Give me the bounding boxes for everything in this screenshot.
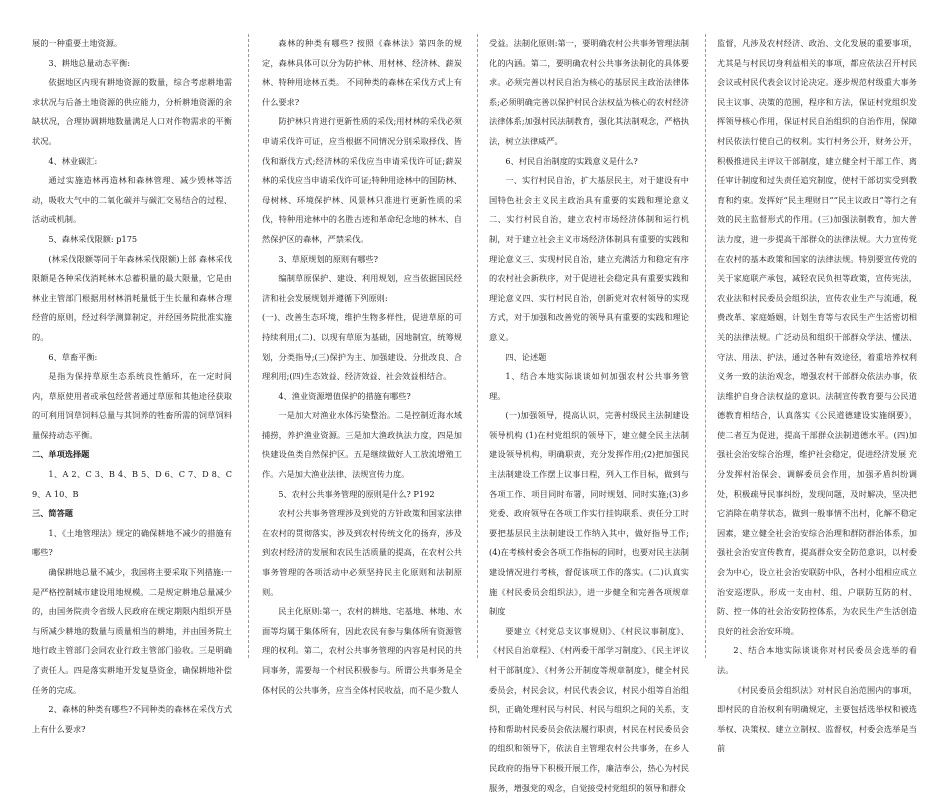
paragraph: 监督，凡涉及农村经济、政治、文化发展的重要事项，尤其是与村民切身利益相关的事项，都应依法召开村民会议或村民代表会议讨论决定。逐步规范村级重大事务民主议事、决策的范围，程序和方法，保证村党组织发挥领导核心作用，保证村民自治组织的自治作用，保障村民依法行使自己的权利。实行村务公开，财务公开，积极推进民主评议干部制度，建立健全村干部工作、离任审计制度和过失责任追究制度，使村干部切实受到教育和约束。发挥好“民主理财日”“民主议政日”等行之有效的民主监督形式的作用。(三)加强法制教育，加大普法力度，进一步提高干部群众的法律法规。大力宣传党在农村的基本政策和国家的法律法规。特别要宣传党的关于家庭联产承包，减轻农民负担等政策，宣传宪法，农业法和村民委员会组织法，宣传农业生产与流通，税费改革、家庭婚姻，计划生育等与农民生产生活密切相关的法律法规。广泛动员和组织干部群众学法、懂法、守法、用法、护法，通过各种有效途径，着重培养权利义务一致的法治观念，增强农村干部群众依法办事，依法维护自身合法权益的意识。法制宣传教育要与公民道德教育相结合，认真落实《公民道德建设实施纲要》，使二者互为促进，提高干部群众法制道德水平。(四)加强社会治安综合治理，维护社会稳定，促进经济发展 充分发挥村治保会、调解委员会作用，加强矛盾纠纷调处，积极疏导民事纠纷，发现问题，及时解决，坚决把它消除在萌芽状态，做到一般事情不出村，化解不稳定因素，建立健全社会治安综合治理和群防群治体系，加强社会治安宣传教育，提高群众安全防范意识，以村委会为中心，设立社会治安联防中队，各村小组相应成立治安巡逻队，形成一支由村、组、户联防互防的村、防、控一体的社会治安防控体系，为农民生产生活创造良好的社会治安环境。 [717,38,917,636]
paragraph: 2、森林的种类有哪些?不同种类的森林在采伐方式上有什么要求? [32,704,232,734]
paragraph: (一)加强领导，提高认识，完善村级民主法制建设领导机构 (1)在村党组织的领导下，建立健全民主法制建设领导机构，明确职责，充分发挥作用;(2)把加强民主法制建设工作摆上议事日程，列入工作目标，做到与各项工作、项目同时布署，同时规划、同时实施;(3)乡党委、政府领导在各项工作实行挂钩联系、责任分工时要把基层民主法制建设工作纳入其中，做好指导工作;(4)在考核村委会各项工作指标的同时，也要对民主法制建设情况进行考核，督促该项工作的落实。(二)认真实施《村民委员会组织法》，进一步健全和完善各项规章制度 [489,410,689,617]
paragraph: 编制草原保护、建设、利用规划，应当依据国民经济和社会发展规划并遵循下列原则: [262,273,462,303]
paragraph: 5、森林采伐限额: p175 [48,233,138,244]
paragraph: 1、A 2、C 3、B 4、B 5、D 6、C 7、D 8、C 9、A 10、B [32,469,232,499]
paragraph: 2、结合本地实际谈谈你对村民委员会选举的看法。 [717,645,917,675]
paragraph: 展的一种重要土地资源。 [32,38,123,48]
paragraph: 4、渔业资源增值保护的措施有哪些? [278,390,411,401]
paragraph: 确保耕地总量不减少，我国将主要采取下列措施:一是严格控制城市建设用地规模。二是规定耕地总量减少的，由国务院责令省级人民政府在规定期限内组织开垦与所减少耕地的数量与质量相当的耕地，并由国务院土地行政主管部门会同农业行政主管部门验收。三是明确了责任人。四是落实耕地开发复垦资金，确保耕地补偿任务的完成。 [32,567,232,695]
paragraph: (林采伐限额等同于年森林采伐限额)上部 森林采伐限额是各种采伐消耗林木总蓄积量的最大限量，它是由林业主管部门根据用材林消耗量低于生长量和森林合理经营的原则，经过科学测算制定，并经国务院批准实施的。 [32,253,232,342]
paragraph: 3、耕地总量动态平衡: [48,57,131,68]
paragraph: 依据地区内现有耕地资源的数量，综合考虑耕地需求状况与后备土地资源的供应能力，分析耕地资源的余缺状况，合理协调耕地数量满足人口对作物需求的平衡状况。 [32,77,232,146]
paragraph: (一)、改善生态环境，维护生物多样性，促进草原的可持续利用;(二)、以现有草原为基础，因地制宜，统筹规划，分类指导;(三)保护为主、加强建设、分批改良、合理利用;(四)生态效益、经济效益、社会效益相结合。 [262,312,462,382]
column-divider [248,34,249,658]
paragraph: 防护林只肯进行更新性质的采伐;用材林的采伐必须申请采伐许可证，应当根据不同情况分别采取择伐、皆伐和渐伐方式;经济林的采伐应当申请采伐许可证;薪炭林的采伐应当申请采伐许可证;特种用途林中的国防林、母树林、环境保护林、风景林只准进行更新性质的采伐，特种用途林中的名胜古迹和革命纪念地的林木、自然保护区的森林，严禁采伐。 [262,116,462,244]
paragraph: 要建立《村党总支议事规则》、《村民议事制度》、《村民自治章程》、《村两委干部学习制度》、《民主评议村干部制度》、《村务公开制度等规章制度》，健全村民委员会，村民会议，村民代表会议，村民小组等自治组织，正确处理村民与村民、村民与组织之间的关系，支持和帮助村民委员会依法履行职责，村民在村民委员会的组织和领导下，依法自主管理农村公共事务，在乡人民政府的指导下积极开展工作，廉洁奉公，热心为村民服务，增强党的观念，自觉接受村党组织的领导和群众 [489,625,689,793]
paragraph: 5、农村公共事务管理的原则是什么? P192 [278,488,435,499]
paragraph: 农村公共事务管理涉及到党的方针政策和国家法律在农村的贯彻落实，涉及到农村传统文化的扬弃，涉及到农村经济的发展和农民生活质量的提高，在农村公共事务管理的各项活动中必须坚持民主化原则和法制原则。 [262,508,462,597]
paragraph: 6、村民自治制度的实践意义是什么? [505,155,638,166]
text-column-4 [717,34,917,754]
text-column-1 [32,34,232,734]
paragraph: 森林的种类有哪些? 按照《森林法》第四条的规定，森林具体可以分为防护林、用材林、经济林、薪炭林、特种用途林五类。 不同种类的森林在采伐方式上有什么要求? [262,38,462,107]
paragraph: 一、实行村民自治，扩大基层民主，对于建设有中国特色社会主义民主政治具有重要的实践和理论意义二、实行村民自治，建立农村市场经济体制和运行机制，对于建立社会主义市场经济体制具有重要的实践和理论意义三、实现村民自治，建立充满活力和稳定有序的农村社会新秩序，对于促进社会稳定具有重要实践和理论意义四、实行村民自治，创新党对农村领导的实现方式，对于加强和改善党的领导具有重要的实践和理论意义。 [489,175,689,342]
paragraph: 受益。法制化原则:第一，要明确农村公共事务管理法制化的内涵。第二，要明确农村公共事务法制化的具体要求。必须完善以村民自治为核心的基层民主政治法律体系;必须明确完善以保护村民合法权益为核心的农村经济法律体系;加强村民法制教育，强化其法制观念，严格执法，树立法律威严。 [489,38,689,146]
paragraph: 4、林业碳汇: [48,155,98,166]
text-column-2 [262,34,462,695]
paragraph: 1、《土地管理法》规定的确保耕地不减少的措施有哪些? [32,527,232,558]
paragraph: 6、草畜平衡: [48,351,98,362]
paragraph: 四、论述题 [505,351,547,362]
paragraph: 3、草原规划的原则有哪些? [278,253,379,264]
paragraph: 一是加大对渔业水体污染整治。二是控制近海水域捕捞，养护渔业资源。三是加大渔政执法力度，四是加快建设鱼类自然保护区。五是继续做好人工放流增殖工作。六是加大渔业法律、法规宣传力度。 [262,410,462,480]
column-divider [477,34,478,658]
column-divider [705,34,706,658]
section-heading: 三、简答题 [32,508,73,519]
paragraph: 通过实施造林再造林和森林管理、减少毁林等活动，吸收大气中的二氧化碳并与碳汇交易结合的过程、活动或机制。 [32,175,232,225]
text-column-3 [489,34,689,793]
paragraph: 民主化原则:第一，农村的耕地、宅基地、林地、水面等均属于集体所有，因此农民有参与集体所有资源管理的权利。第二，农村公共事务管理的内容是村民的共同事务，需要每一个村民积极参与。所谓公共事务是全体村民的公共事务，应当全体村民收益，而不是少数人 [262,606,462,695]
paragraph: 1、结合本地实际谈谈如何加强农村公共事务管理。 [489,371,689,401]
paragraph: 《村民委员会组织法》对村民自治范围内的事项，即村民的自治权利有明确规定，主要包括选举权和被选举权、决策权、建立立制权、监督权，村委会选举是当前 [717,684,917,754]
section-heading: 二、单项选择题 [32,449,90,460]
paragraph: 是指为保持草原生态系统良性循环，在一定时间内，草原使用者或承包经营者通过草原和其他途径获取的可利用饲草饲料总量与其饲养的牲畜所需的饲草饲料量保持动态平衡。 [32,371,232,440]
